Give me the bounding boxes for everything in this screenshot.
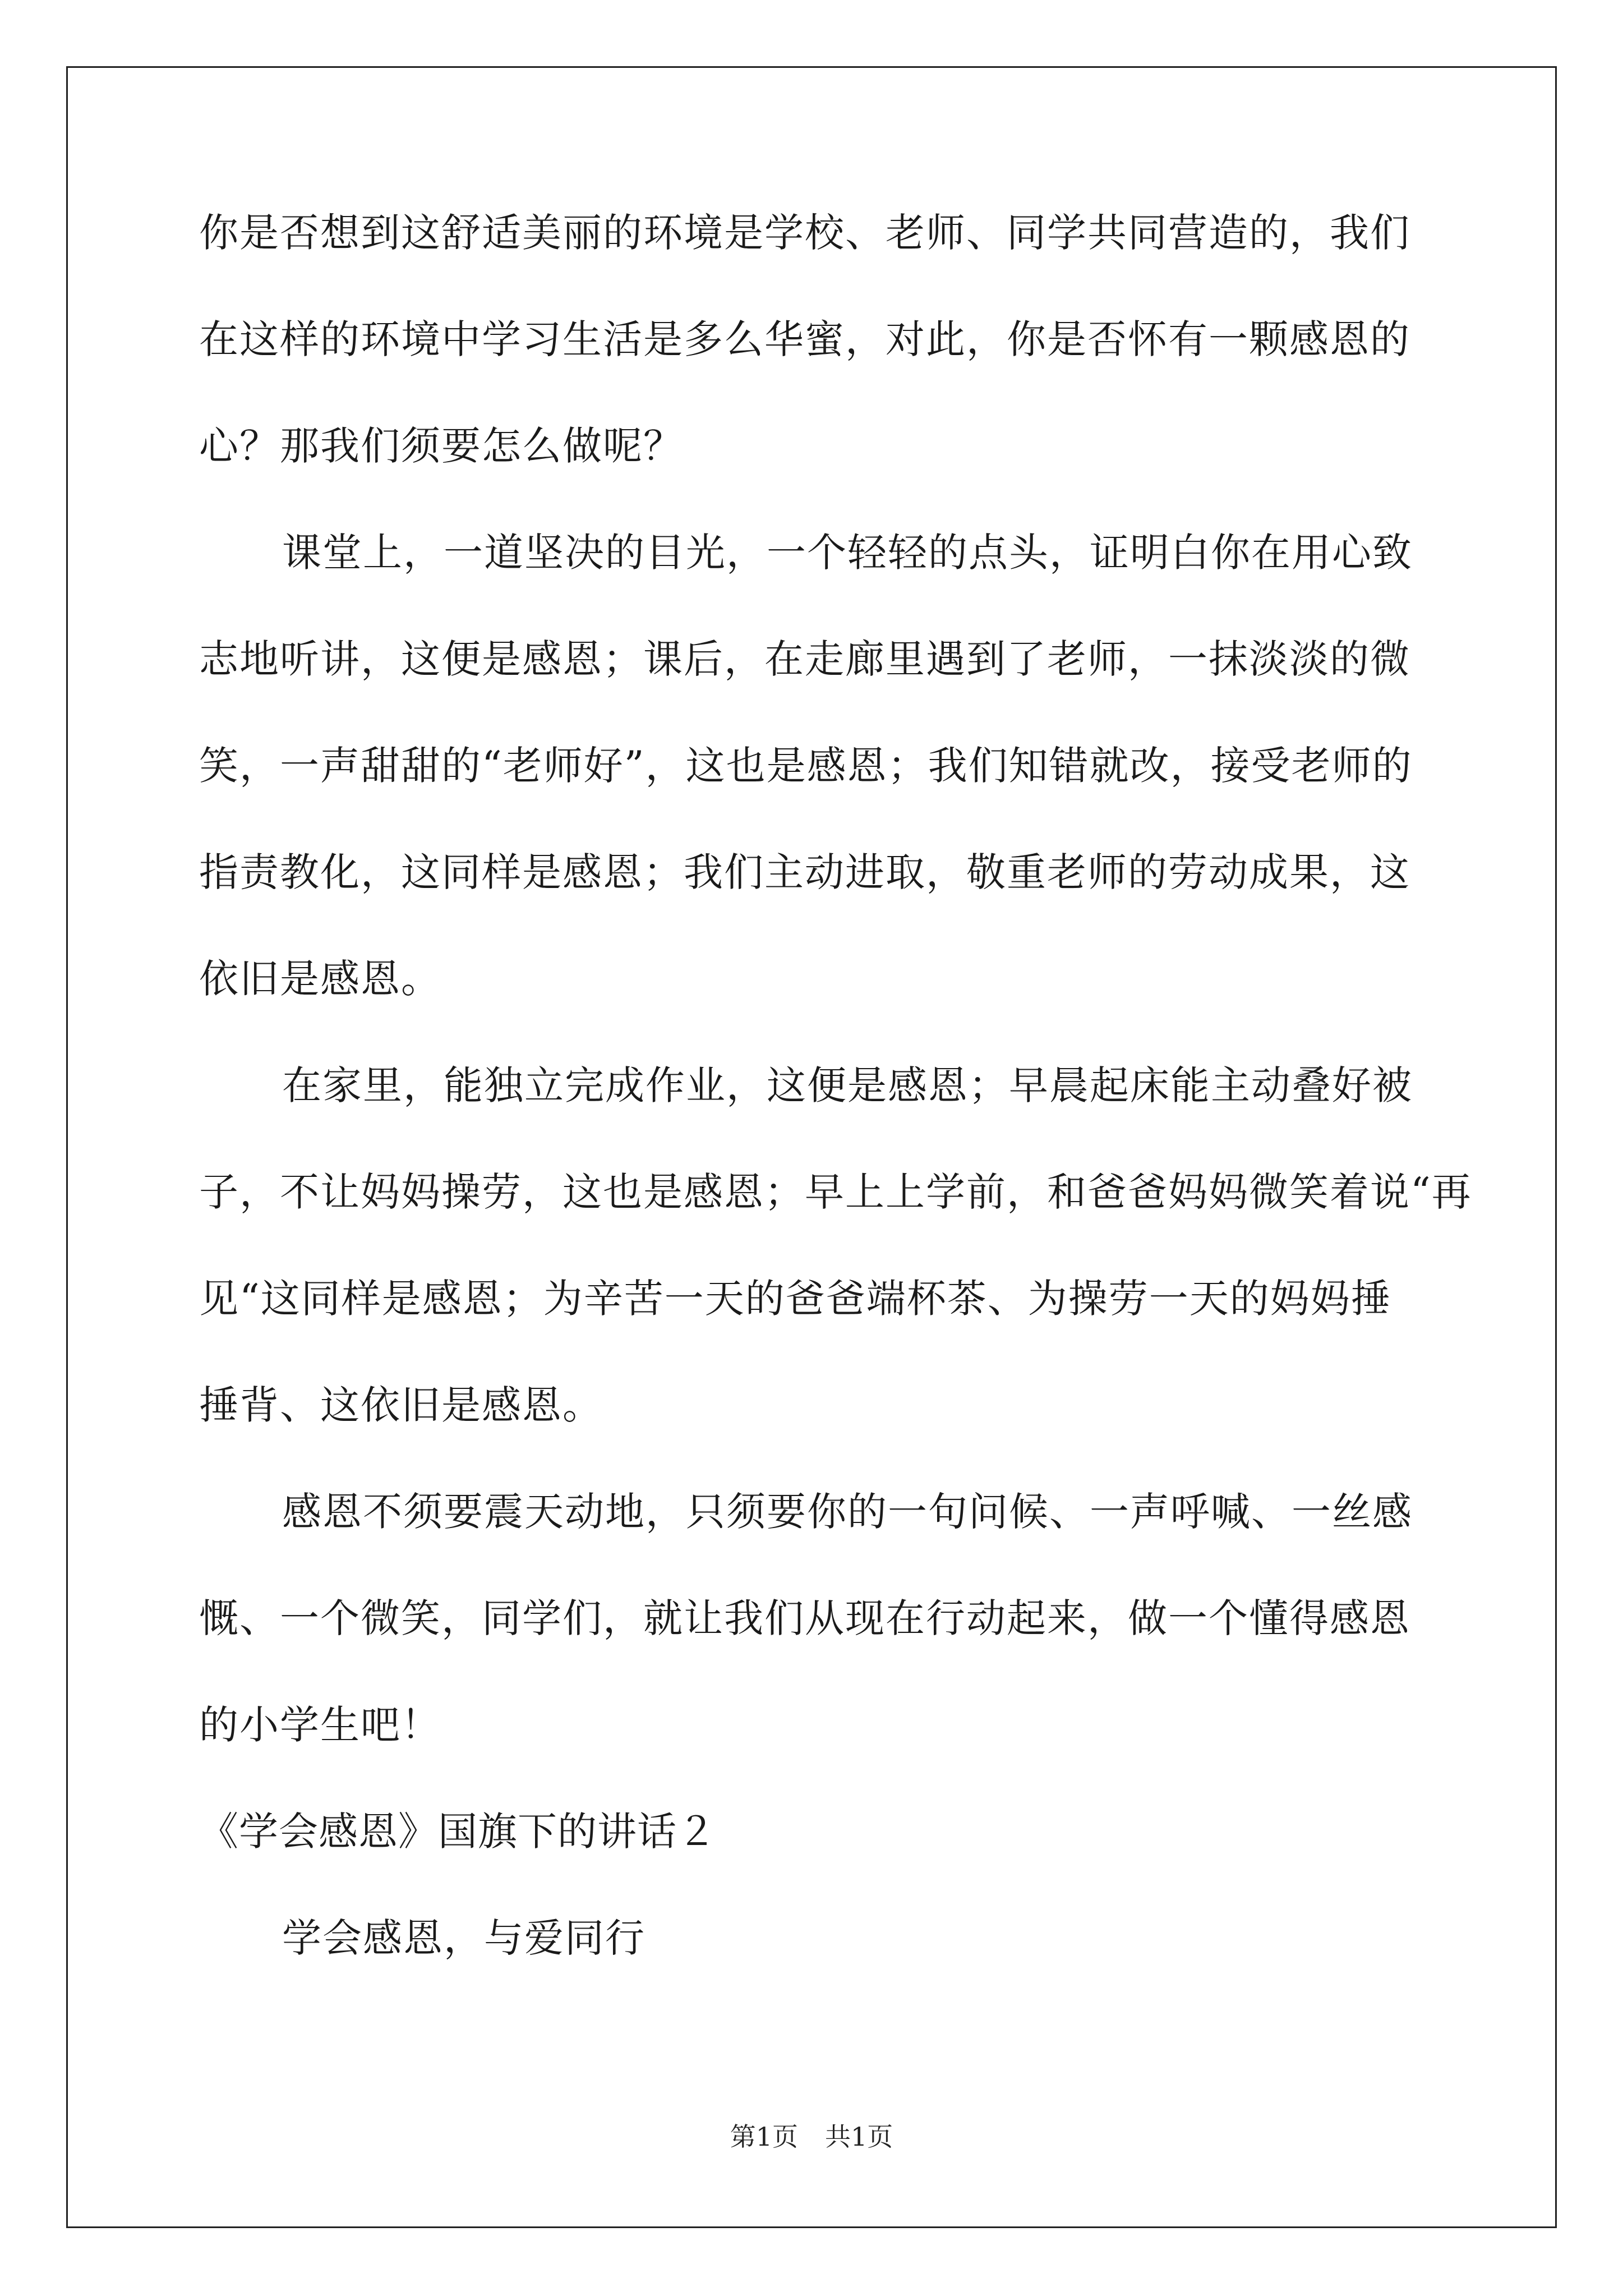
text-line: 指责教化，这同样是感恩；我们主动进取，敬重老师的劳动成果，这 xyxy=(199,849,1410,895)
paragraph-2 xyxy=(199,530,1430,1002)
text-line: 捶背、这依旧是感恩。 xyxy=(199,1382,603,1428)
paragraph-4 xyxy=(199,1489,1430,1748)
page-total: 共1页 xyxy=(825,2122,893,2152)
paragraph-3 xyxy=(199,1062,1472,1428)
text-line: 笑，一声甜甜的“老师好”，这也是感恩；我们知错就改，接受老师的 xyxy=(199,743,1413,789)
text-line: 课堂上，一道坚决的目光，一个轻轻的点头，证明白你在用心致 xyxy=(282,530,1413,576)
text-line: 在家里，能独立完成作业，这便是感恩；早晨起床能主动叠好被 xyxy=(282,1062,1413,1108)
section-title: 《学会感恩》国旗下的讲话２ xyxy=(199,1809,717,1855)
text-line: 心？那我们须要怎么做呢？ xyxy=(199,423,684,469)
document-body xyxy=(199,210,1472,1961)
text-line: 的小学生吧！ xyxy=(199,1702,441,1748)
text-line: 感恩不须要震天动地，只须要你的一句问候、一声呼喊、一丝感 xyxy=(282,1489,1413,1535)
text-line: 在这样的环境中学习生活是多么华蜜，对此，你是否怀有一颗感恩的 xyxy=(199,316,1410,362)
section-subtitle: 学会感恩，与爱同行 xyxy=(282,1915,645,1961)
text-line: 子，不让妈妈操劳，这也是感恩；早上上学前，和爸爸妈妈微笑着说“再 xyxy=(199,1169,1472,1215)
text-line: 志地听讲，这便是感恩；课后，在走廊里遇到了老师，一抹淡淡的微 xyxy=(199,636,1410,682)
text-line: 依旧是感恩。 xyxy=(199,956,441,1002)
page-footer xyxy=(0,2124,1623,2150)
page-number: 第1页 xyxy=(730,2122,798,2152)
paragraph-1 xyxy=(199,210,1430,469)
text-line: 你是否想到这舒适美丽的环境是学校、老师、同学共同营造的，我们 xyxy=(199,210,1410,256)
text-line: 见“这同样是感恩；为辛苦一天的爸爸端杯茶、为操劳一天的妈妈捶 xyxy=(199,1276,1391,1322)
text-line: 慨、一个微笑，同学们，就让我们从现在行动起来，做一个懂得感恩 xyxy=(199,1595,1410,1641)
